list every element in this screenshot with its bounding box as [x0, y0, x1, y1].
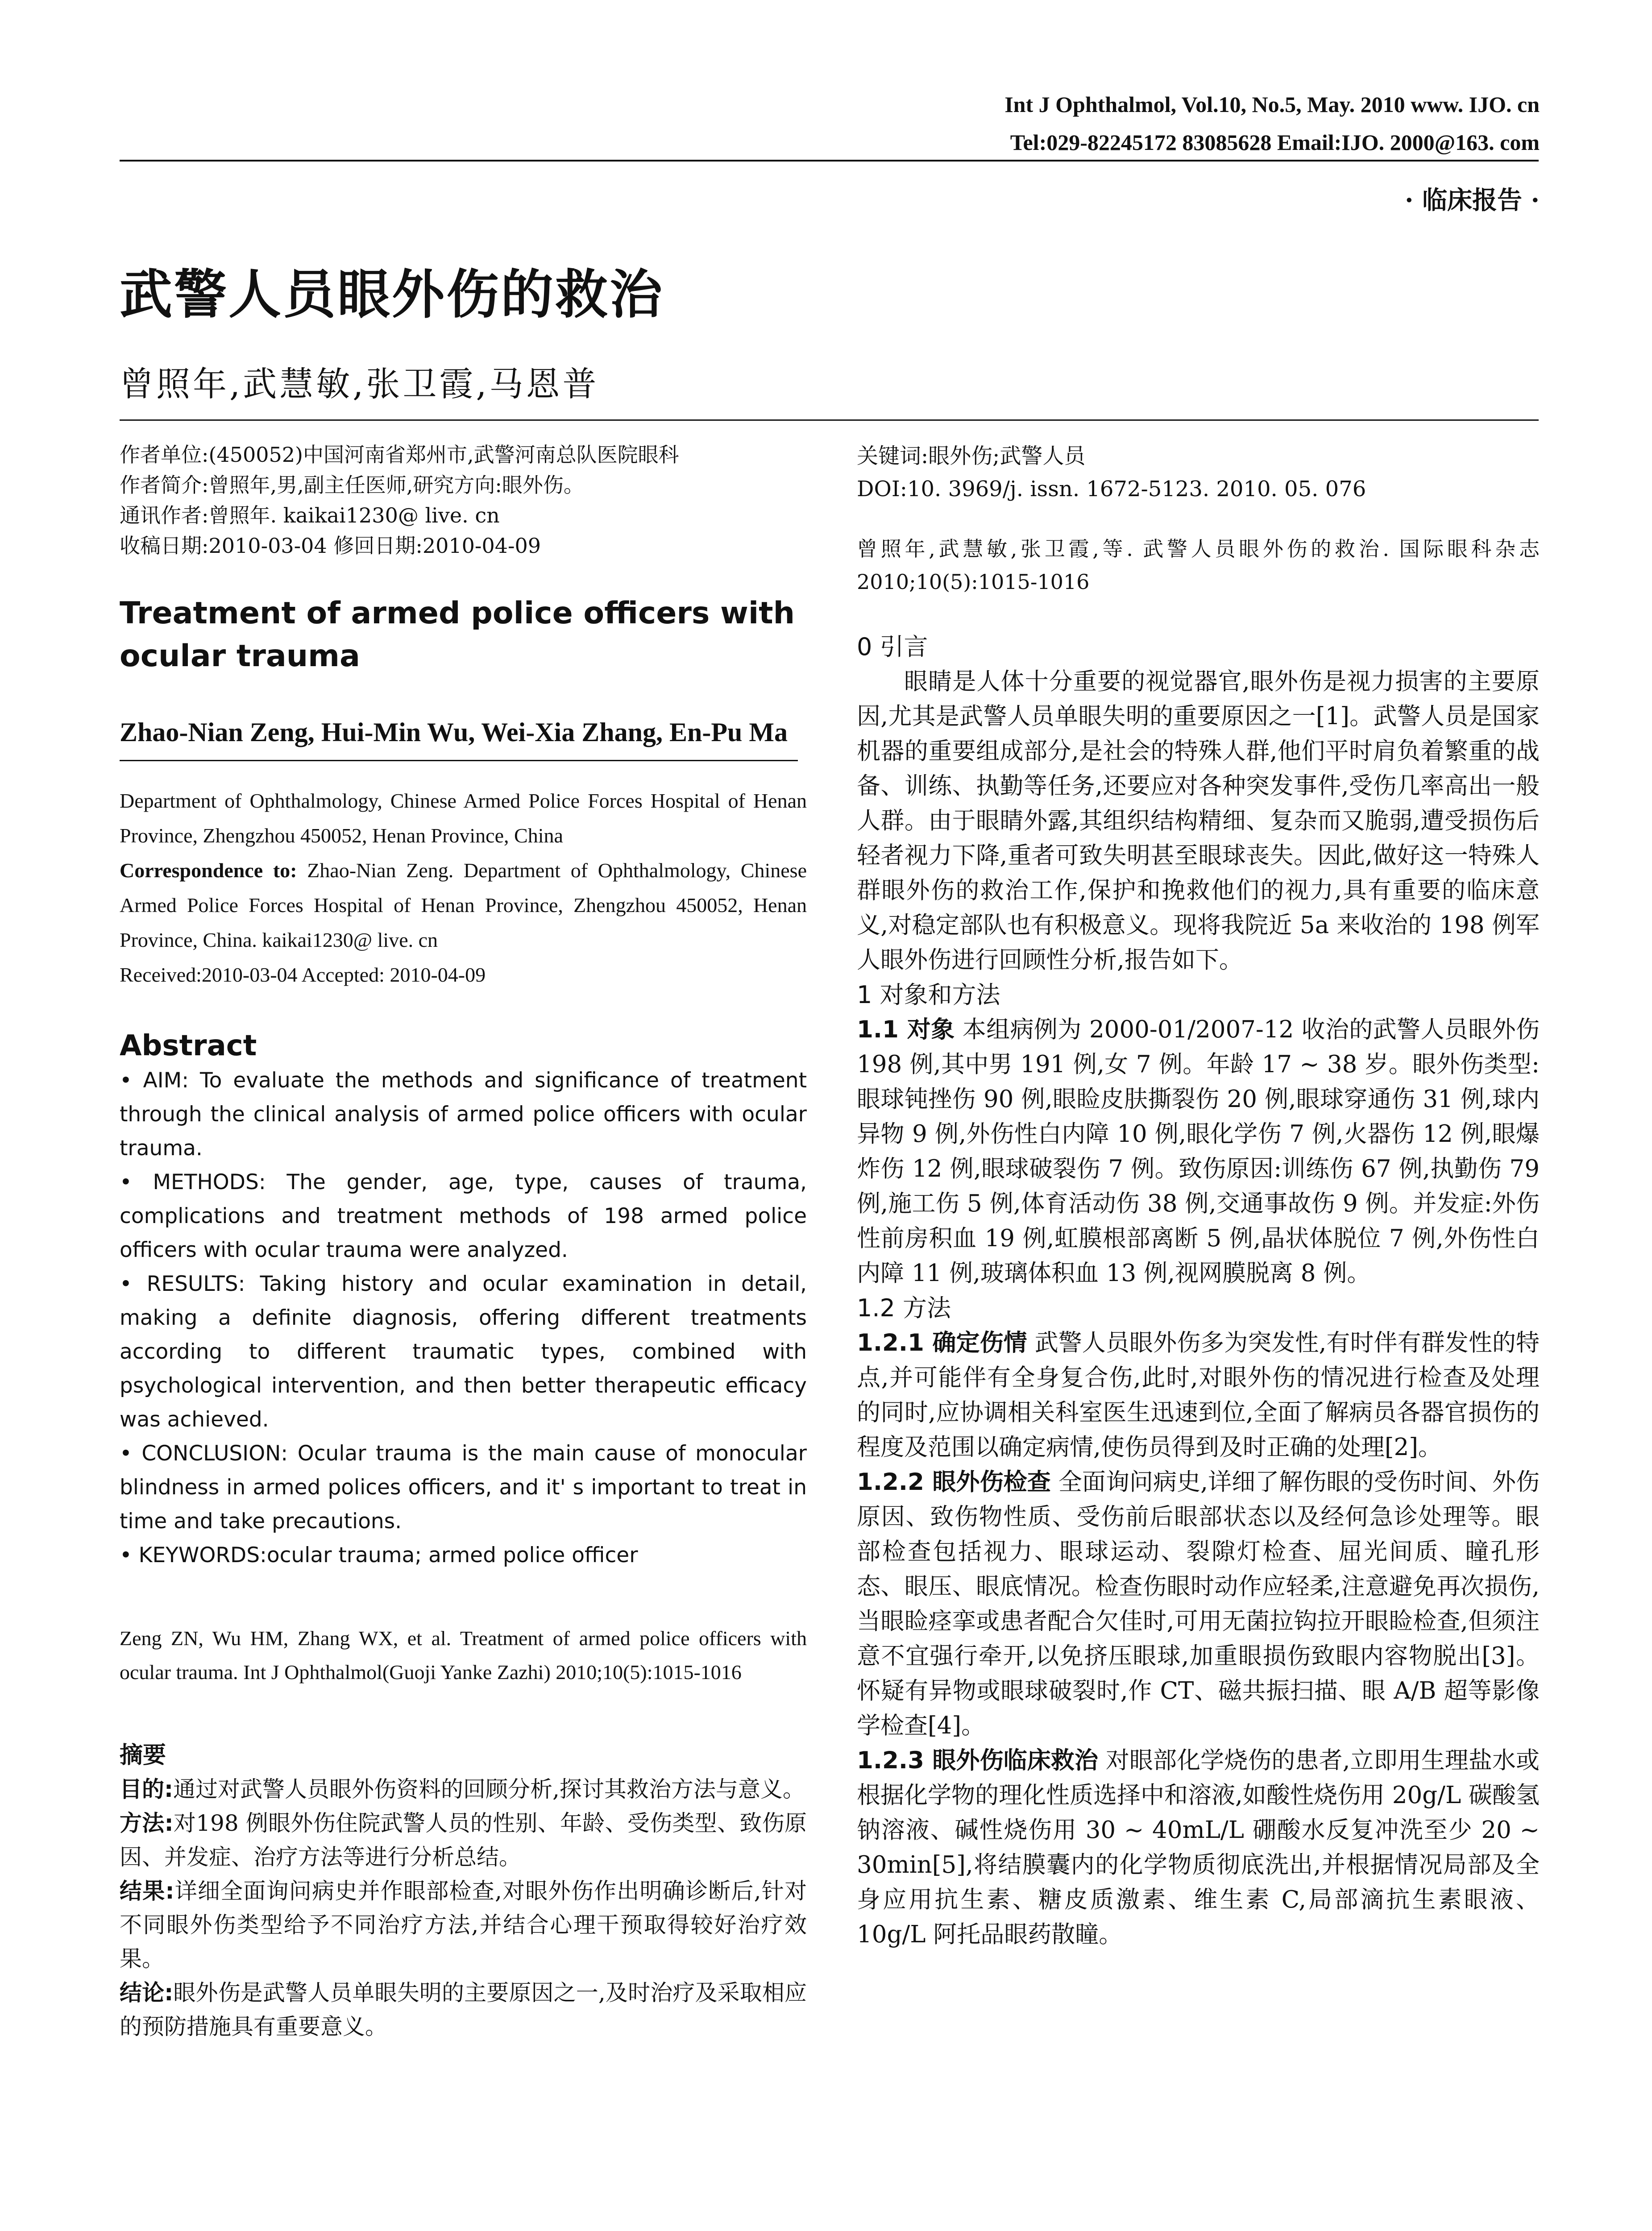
section-text: 本组病例为 2000-01/2007-12 收治的武警人员眼外伤 198 例,其中男 191 例,女 7 例。年龄 17 ~ 38 岁。眼外伤类型:眼球钝挫伤 90 例,眼睑皮肤撕裂伤 20 例,眼球穿通伤 31 例,球内异物 9 例,外伤性白内障 10 例,眼化学伤 7 例,火器伤 12 例,眼爆炸伤 12 例,眼球破裂伤 7 例。致伤原因:训练伤 67 例,执勤伤 79 例,施工伤 5 例,体育活动伤 38 例,交通事故伤 9 例。并发症:外伤性前房积血 19 例,虹膜根部离断 5 例,晶状体脱位 7 例,外伤性白内障 11 例,玻璃体积血 13 例,视网膜脱离 8 例。 — [857, 1016, 1540, 1287]
abstract-label: • AIM: — [120, 1068, 189, 1093]
abstract-cn-text: 详细全面询问病史并作眼部检查,对眼外伤作出明确诊断后,针对不同眼外伤类型给予不同治疗方法,并结合心理干预取得较好治疗效果。 — [120, 1878, 807, 1972]
abstract-label: • METHODS: — [120, 1170, 266, 1194]
section-label: 1.2.1 确定伤情 — [857, 1329, 1027, 1356]
abstract-cn-label: 目的: — [120, 1776, 173, 1802]
abstract-cn-text: 眼外伤是武警人员单眼失明的主要原因之一,及时治疗及采取相应的预防措施具有重要意义。 — [120, 1980, 807, 2040]
abstract-en — [120, 1064, 807, 1572]
abstract-text: To evaluate the methods and significance of treatment through the clinical analysis of armed police officers with ocular trauma. — [120, 1068, 807, 1161]
affiliation-cn — [120, 440, 807, 561]
section-1-2-2 — [857, 1465, 1540, 1743]
section-label: 1.1 对象 — [857, 1016, 955, 1043]
left-column — [120, 440, 807, 2044]
doi: DOI:10. 3969/j. issn. 1672-5123. 2010. 05. 076 — [857, 477, 1366, 502]
abstract-cn-aim — [120, 1772, 807, 1806]
authors-cn: 曾照年,武慧敏,张卫霞,马恩普 — [120, 364, 599, 404]
correspondence-label: Correspondence to: — [120, 859, 297, 882]
affiliation-line: 作者单位:(450052)中国河南省郑州市,武警河南总队医院眼科 — [120, 443, 679, 467]
section-tag: · 临床报告 · — [1405, 186, 1540, 215]
title-cn: 武警人员眼外伤的救治 — [120, 263, 664, 325]
section-1-2-1 — [857, 1326, 1540, 1465]
authors-rule — [120, 760, 798, 761]
abstract-text: The gender, age, type, causes of trauma, complications and treatment methods of 198 armed police officers with ocular trauma were analyzed. — [120, 1170, 807, 1262]
abstract-cn-methods — [120, 1806, 807, 1874]
abstract-aim — [120, 1064, 807, 1165]
section-text: 武警人员眼外伤多为突发性,有时伴有群发性的特点,并可能伴有全身复合伤,此时,对眼外伤的情况进行检查及处理的同时,应协调相关科室医生迅速到位,全面了解病员各器官损伤的程度及范围以确定病情,使伤员得到及时正确的处理[2]。 — [857, 1329, 1540, 1461]
journal-line: Int J Ophthalmol, Vol.10, No.5, May. 2010 www. IJO. cn — [1004, 92, 1540, 117]
affiliation-line: 通讯作者:曾照年. kaikai1230@ live. cn — [120, 503, 500, 527]
section-label: 1.2.2 眼外伤检查 — [857, 1468, 1051, 1496]
abstract-cn-label: 结论: — [120, 1980, 174, 2006]
abstract-cn-heading: 摘要 — [120, 1742, 166, 1769]
abstract-label: • CONCLUSION: — [120, 1441, 288, 1466]
abstract-text: Taking history and ocular examination in detail, making a definite diagnosis, offering different treatments according to different traumatic types, combined with psychological intervention, and then better therapeutic efficacy was achieved. — [120, 1272, 807, 1432]
affiliation-line: 作者简介:曾照年,男,副主任医师,研究方向:眼外伤。 — [120, 473, 584, 497]
abstract-text: ocular trauma; armed police officer — [266, 1543, 638, 1568]
correspondence-en — [120, 853, 807, 958]
section-text: 对眼部化学烧伤的患者,立即用生理盐水或根据化学物的理化性质选择中和溶液,如酸性烧伤用 20g/L 碳酸氢钠溶液、碱性烧伤用 30 ~ 40mL/L 硼酸水反复冲洗至少 20 ~ 30min[5],将结膜囊内的化学物质彻底洗出,并根据情况局部及全身应用抗生素、糖皮质激素、维生素 C,局部滴抗生素眼液、10g/L 阿托品眼药散瞳。 — [857, 1747, 1540, 1948]
methods-heading: 1 对象和方法 — [857, 981, 1000, 1009]
intro-text: 眼睛是人体十分重要的视觉器官,眼外伤是视力损害的主要原因,尤其是武警人员单眼失明的重要原因之一[1]。武警人员是国家机器的重要组成部分,是社会的特殊人群,他们平时肩负着繁重的战备、训练、执勤等任务,还要应对各种突发事件,受伤几率高出一般人群。由于眼睛外露,其组织结构精细、复杂而又脆弱,遭受损伤后轻者视力下降,重者可致失明甚至眼球丧失。因此,做好这一特殊人群眼外伤的救治工作,保护和挽救他们的视力,具有重要的临床意义,对稳定部队也有积极意义。现将我院近 5a 来收治的 198 例军人眼外伤进行回顾性分析,报告如下。 — [857, 668, 1540, 974]
department-en: Department of Ophthalmology, Chinese Armed Police Forces Hospital of Henan Province, Zhengzhou 450052, Henan Province, China — [120, 789, 807, 847]
abstract-cn — [120, 1772, 807, 2044]
section-text: 全面询问病史,详细了解伤眼的受伤时间、外伤原因、致伤物性质、受伤前后眼部状态以及经何急诊处理等。眼部检查包括视力、眼球运动、裂隙灯检查、屈光间质、瞳孔形态、眼压、眼底情况。检查伤眼时动作应轻柔,注意避免再次损伤,当眼睑痉挛或患者配合欠佳时,可用无菌拉钩拉开眼睑检查,但须注意不宜强行牵开,以免挤压眼球,加重眼损伤致眼内容物脱出[3]。怀疑有异物或眼球破裂时,作 CT、磁共振扫描、眼 A/B 超等影像学检查[4]。 — [857, 1468, 1540, 1739]
abstract-text: Ocular trauma is the main cause of monocular blindness in armed polices officers, and it' s important to treat in time and take precautions. — [120, 1441, 807, 1534]
abstract-cn-text: 通过对武警人员眼外伤资料的回顾分析,探讨其救治方法与意义。 — [173, 1776, 805, 1802]
right-column — [857, 440, 1540, 1952]
abstract-cn-label: 结果: — [120, 1878, 174, 1904]
section-1-2-3 — [857, 1743, 1540, 1952]
abstract-cn-label: 方法: — [120, 1810, 174, 1836]
intro-heading: 0 引言 — [857, 633, 928, 661]
title-rule — [120, 419, 1539, 421]
section-label: 1.2.3 眼外伤临床救治 — [857, 1747, 1098, 1774]
authors-en: Zhao-Nian Zeng, Hui-Min Wu, Wei-Xia Zhang, En-Pu Ma — [120, 717, 788, 747]
keywords-cn: 关键词:眼外伤;武警人员 — [857, 444, 1086, 469]
abstract-label: • RESULTS: — [120, 1272, 245, 1296]
abstract-keywords — [120, 1538, 807, 1572]
abstract-label: • KEYWORDS: — [120, 1543, 267, 1568]
abstract-methods — [120, 1165, 807, 1267]
abstract-cn-text: 对198 例眼外伤住院武警人员的性别、年龄、受伤类型、致伤原因、并发症、治疗方法等进行分析总结。 — [120, 1810, 807, 1870]
abstract-cn-results — [120, 1874, 807, 1976]
citation-en: Zeng ZN, Wu HM, Zhang WX, et al. Treatment of armed police officers with ocular trauma. Int J Ophthalmol(Guoji Yanke Zazhi) 2010;10(5):1015-1016 — [120, 1627, 807, 1684]
contact-line: Tel:029-82245172 83085628 Email:IJO. 2000@163. com — [1010, 130, 1540, 155]
citation-cn: 曾照年,武慧敏,张卫霞,等. 武警人员眼外伤的救治. 国际眼科杂志 2010;10(5):1015-1016 — [857, 537, 1540, 594]
header-rule — [120, 160, 1539, 162]
section-1-1 — [857, 1012, 1540, 1291]
affiliation-line: 收稿日期:2010-03-04 修回日期:2010-04-09 — [120, 534, 541, 558]
abstract-conclusion — [120, 1437, 807, 1538]
abstract-results — [120, 1267, 807, 1437]
correspondence-text: Zhao-Nian Zeng. Department of Ophthalmology, Chinese Armed Police Forces Hospital of Henan Province, Zhengzhou 450052, Henan Province, China. kaikai1230@ live. cn — [120, 859, 807, 951]
title-en: Treatment of armed police officers with ocular trauma — [120, 596, 795, 674]
abstract-heading: Abstract — [120, 1029, 257, 1062]
section-1-2-heading: 1.2 方法 — [857, 1294, 951, 1322]
received-en: Received:2010-03-04 Accepted: 2010-04-09 — [120, 963, 486, 986]
abstract-cn-conclusion — [120, 1976, 807, 2044]
